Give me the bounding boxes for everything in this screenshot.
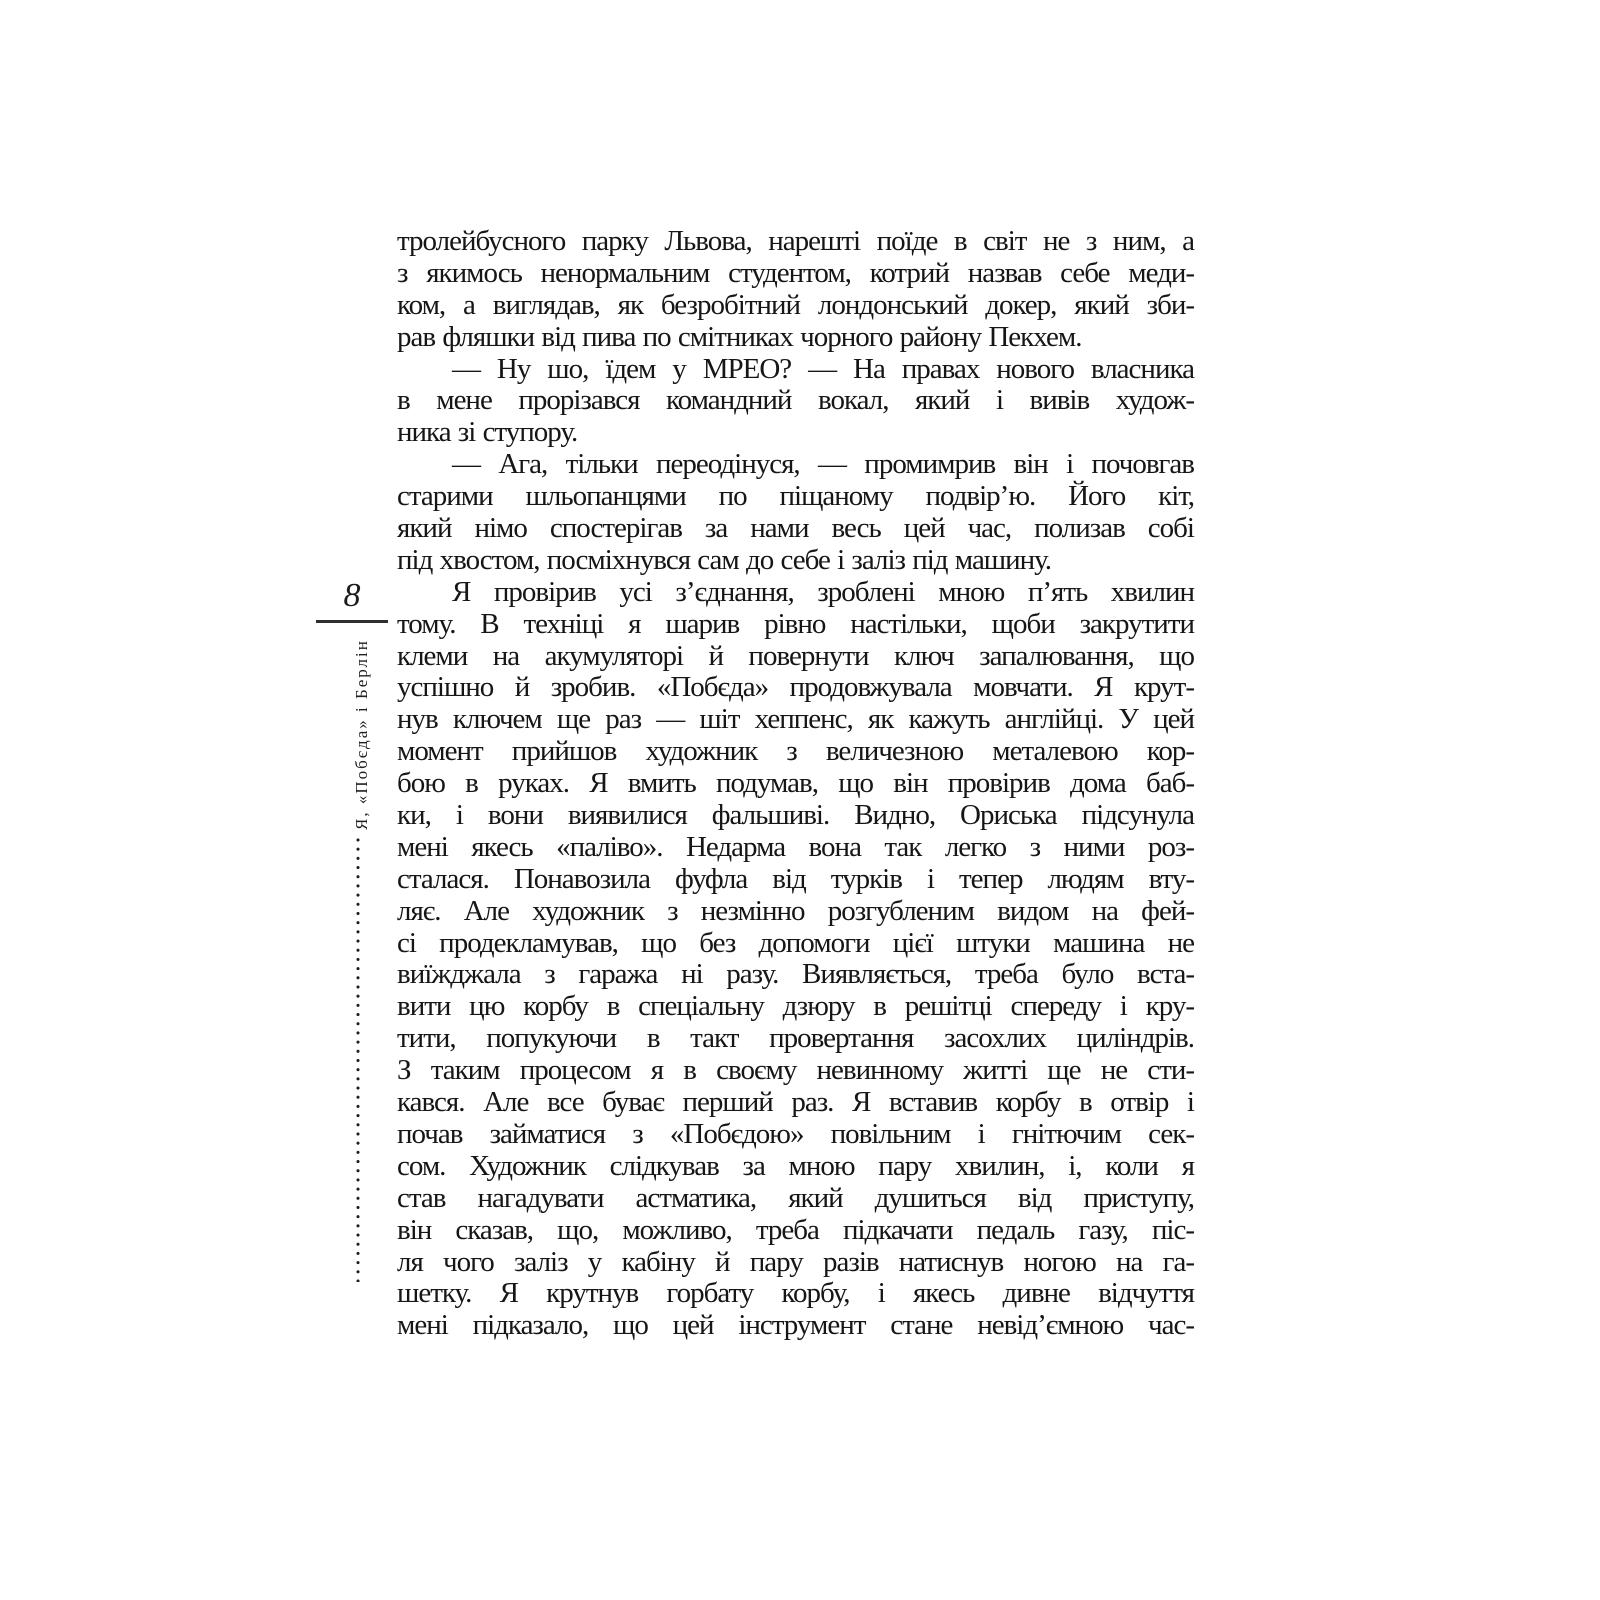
text-line: — Ну шо, їдем у МРЕО? — На правах нового власника	[452, 352, 1194, 385]
text-line: під хвостом, посміхнувся сам до себе і заліз під машину.	[397, 543, 1052, 576]
dotted-leader	[356, 838, 360, 1282]
folio-rule	[316, 620, 388, 623]
text-line: кався. Але все буває перший раз. Я вставив корбу в отвір і	[397, 1086, 1194, 1119]
text-line: сом. Художник слідкував за мною пару хвилин, і, коли я	[397, 1149, 1194, 1182]
text-line: рав фляшки від пива по смітниках чорного району Пекхем.	[397, 320, 1082, 353]
text-line: тити, попукуючи в такт провертання засохлих циліндрів.	[397, 1022, 1194, 1055]
text-line: він сказав, що, можливо, треба підкачати педаль газу, піс-	[397, 1213, 1194, 1246]
text-line: почав займатися з «Побєдою» повільним і гнітючим сек-	[397, 1117, 1194, 1150]
text-line: тролейбусного парку Львова, нарешті поїде в світ не з ним, а	[397, 225, 1194, 257]
text-line: З таким процесом я в своєму невинному житті ще не сти-	[397, 1054, 1194, 1087]
text-line: нув ключем ще раз — шіт хеппенс, як кажуть англійці. У цей	[397, 703, 1194, 736]
text-line: — Ага, тільки переодінуся, — промимрив він і почовгав	[452, 448, 1194, 481]
text-line: з якимось ненормальним студентом, котрий назвав себе меди-	[397, 256, 1194, 289]
text-line: ки, і вони виявилися фальшиві. Видно, Ориська підсунула	[397, 799, 1194, 832]
text-line: старими шльопанцями по піщаному подвір’ю. Його кіт,	[397, 480, 1194, 513]
text-line: успішно й зробив. «Побєда» продовжувала мовчати. Я крут-	[397, 671, 1194, 704]
text-line: сі продекламував, що без допомоги цієї штуки машина не	[397, 926, 1194, 959]
text-line: ляє. Але художник з незмінно розгубленим видом на фей-	[397, 894, 1194, 927]
text-line: в мене прорізався командний вокал, який і вивів худож-	[397, 384, 1194, 417]
text-line: ком, а виглядав, як безробітний лондонський докер, який зби-	[397, 288, 1194, 321]
text-line: мені якесь «паліво». Недарма вона так легко з ними роз-	[397, 830, 1194, 863]
running-title: Я, «Побєда» і Берлін	[352, 639, 371, 830]
text-line: який німо спостерігав за нами весь цей час, полизав собі	[397, 512, 1194, 545]
text-line: шетку. Я крутнув горбату корбу, і якесь дивне відчуття	[397, 1277, 1194, 1310]
text-line: став нагадувати астматика, який душиться від приступу,	[397, 1181, 1194, 1214]
text-line: тому. В техніці я шарив рівно настільки, щоби закрутити	[397, 607, 1194, 640]
text-line: вити цю корбу в спеціальну дзюру в решітці спереду і кру-	[397, 990, 1194, 1023]
page-number: 8	[343, 577, 361, 614]
text-line: момент прийшов художник з величезною металевою кор-	[397, 735, 1194, 768]
text-line: виїжджала з гаража ні разу. Виявляється, треба було вста-	[397, 958, 1194, 991]
text-line: сталася. Понавозила фуфла від турків і тепер людям вту-	[397, 862, 1194, 895]
text-line: ля чого заліз у кабіну й пару разів натиснув ногою на га-	[397, 1245, 1194, 1278]
text-line: ника зі ступору.	[397, 416, 578, 449]
body-text	[397, 226, 1194, 1342]
text-line: Я провірив усі з’єднання, зроблені мною п’ять хвилин	[452, 575, 1194, 608]
text-line: мені підказало, що цей інструмент стане невід’ємною час-	[397, 1309, 1194, 1342]
text-line: бою в руках. Я вмить подумав, що він провірив дома баб-	[397, 767, 1194, 800]
page-number-block	[316, 576, 388, 623]
text-line: клеми на акумуляторі й повернути ключ запалювання, що	[397, 639, 1194, 672]
